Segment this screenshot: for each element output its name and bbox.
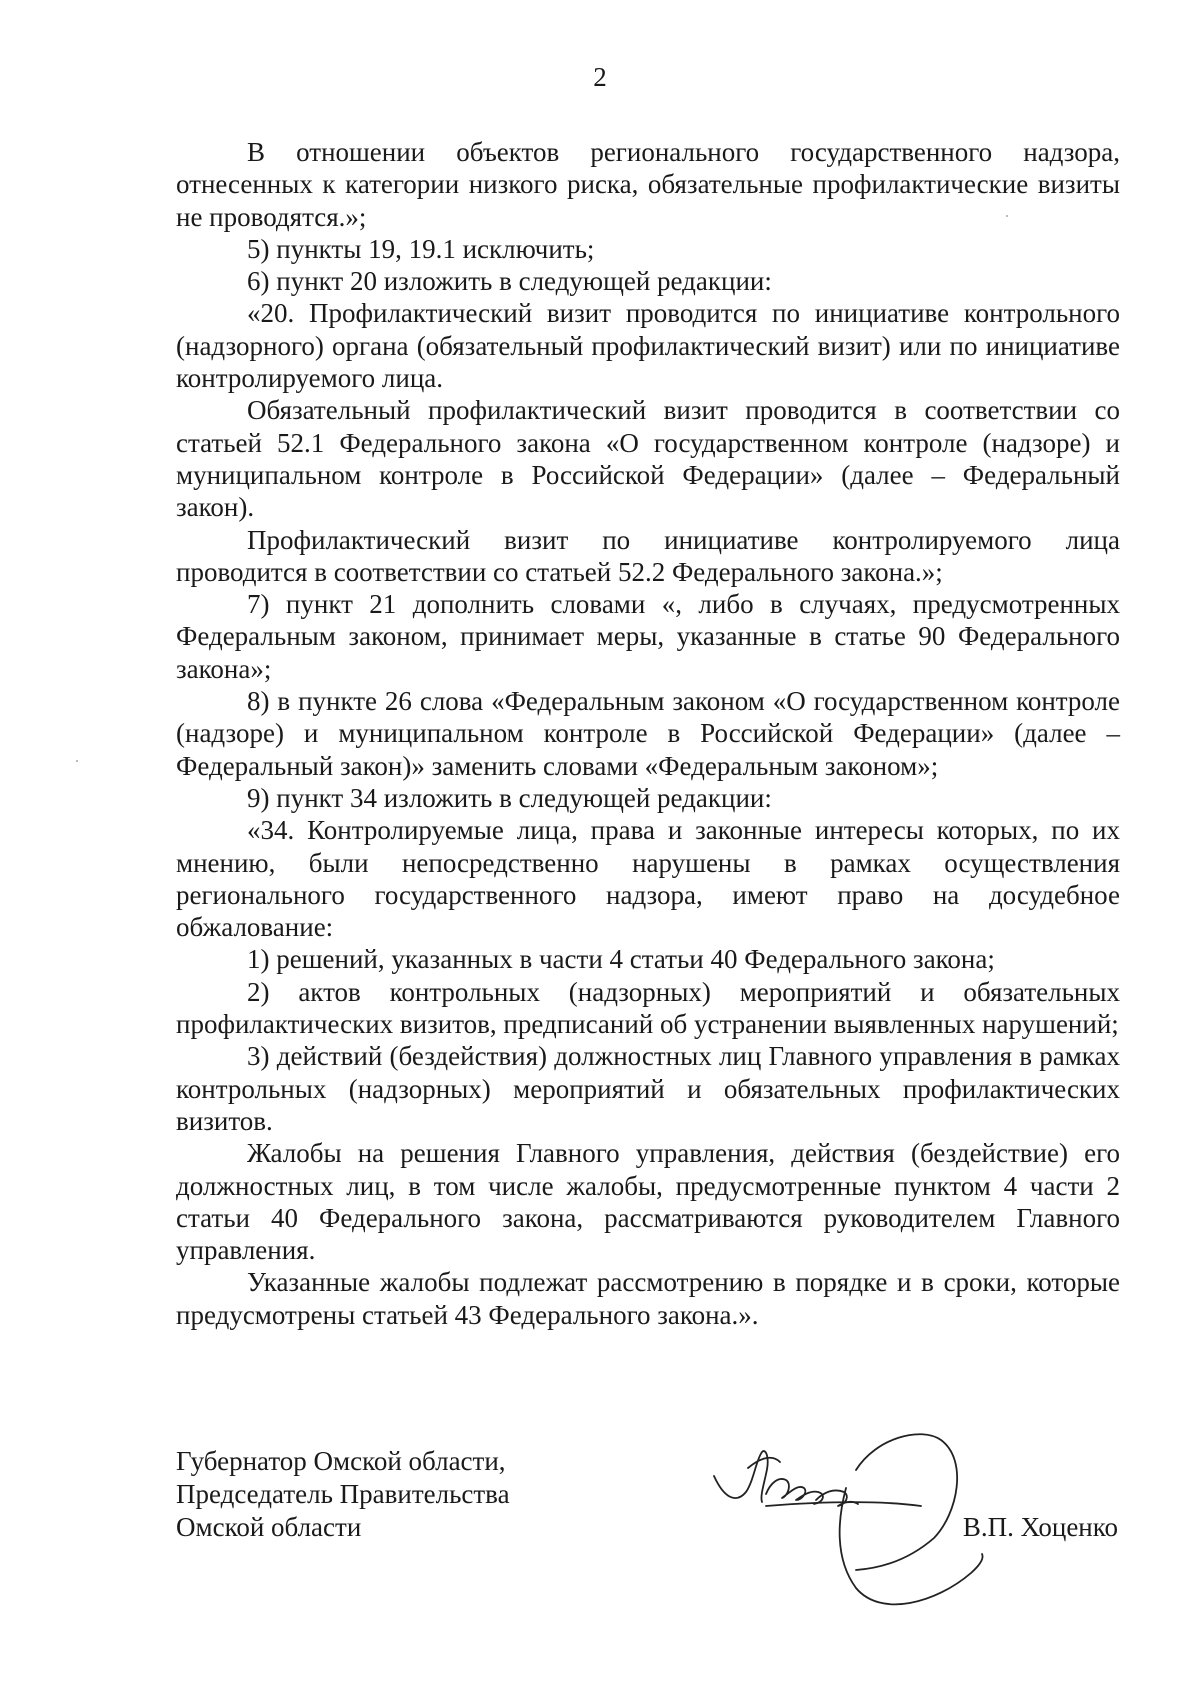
signatory-title-line: Председатель Правительства	[176, 1479, 510, 1509]
paragraph: 6) пункт 20 изложить в следующей редакции:	[247, 266, 772, 297]
signatory-name: В.П. Хоценко	[962, 1512, 1118, 1542]
page-number: 2	[593, 62, 607, 92]
paragraph: 3) действий (бездействия) должностных лиц Главного управления в рамках контрольных (надзорных) мероприятий и обязательных профилактических визитов.	[176, 1041, 1120, 1136]
paragraph: 8) в пункте 26 слова «Федеральным законом «О государственном контроле (надзоре) и муниципальном контроле в Российской Федерации» (далее – Федеральный закон)» заменить словами «Федеральным законом»;	[176, 686, 1120, 781]
paragraph: Обязательный профилактический визит проводится в соответствии со статьей 52.1 Федерального закона «О государственном контроле (надзоре) и муниципальном контроле в Российской Федерации» (далее – Федеральный закон).	[176, 395, 1120, 523]
paragraph: Жалобы на решения Главного управления, действия (бездействие) его должностных лиц, в том числе жалобы, предусмотренные пунктом 4 части 2 статьи 40 Федерального закона, рассматриваются руководителем Главного управления.	[176, 1138, 1120, 1266]
document-body	[176, 136, 1120, 1331]
paragraph: 5) пункты 19, 19.1 исключить;	[247, 233, 595, 264]
paragraph: «34. Контролируемые лица, права и законные интересы которых, по их мнению, были непосредственно нарушены в рамках осуществления регионального государственного надзора, имеют право на досудебное обжалование:	[176, 815, 1120, 943]
paragraph: 1) решений, указанных в части 4 статьи 40 Федерального закона;	[247, 944, 995, 975]
paragraph: 7) пункт 21 дополнить словами «, либо в случаях, предусмотренных Федеральным законом, принимает меры, указанные в статье 90 Федерального закона»;	[176, 589, 1120, 684]
scan-speck	[76, 760, 78, 762]
scan-speck	[1006, 215, 1008, 217]
paragraph: 9) пункт 34 изложить в следующей редакции:	[247, 782, 772, 813]
paragraph: Профилактический визит по инициативе контролируемого лица проводится в соответствии со статьей 52.2 Федерального закона.»;	[176, 524, 1120, 587]
paragraph: Указанные жалобы подлежат рассмотрению в порядке и в сроки, которые предусмотрены статьей 43 Федерального закона.».	[176, 1267, 1120, 1330]
signatory-title	[176, 1445, 510, 1544]
paragraph: 2) актов контрольных (надзорных) мероприятий и обязательных профилактических визитов, предписаний об устранении выявленных нарушений;	[176, 976, 1120, 1040]
handwritten-signature	[706, 1418, 986, 1608]
paragraph: В отношении объектов регионального государственного надзора, отнесенных к категории низкого риска, обязательные профилактические визиты не проводятся.»;	[176, 137, 1120, 232]
signatory-title-line: Губернатор Омской области,	[176, 1446, 506, 1476]
paragraph: «20. Профилактический визит проводится по инициативе контрольного (надзорного) органа (обязательный профилактический визит) или по инициативе контролируемого лица.	[176, 298, 1120, 394]
signatory-title-line: Омской области	[176, 1512, 362, 1542]
